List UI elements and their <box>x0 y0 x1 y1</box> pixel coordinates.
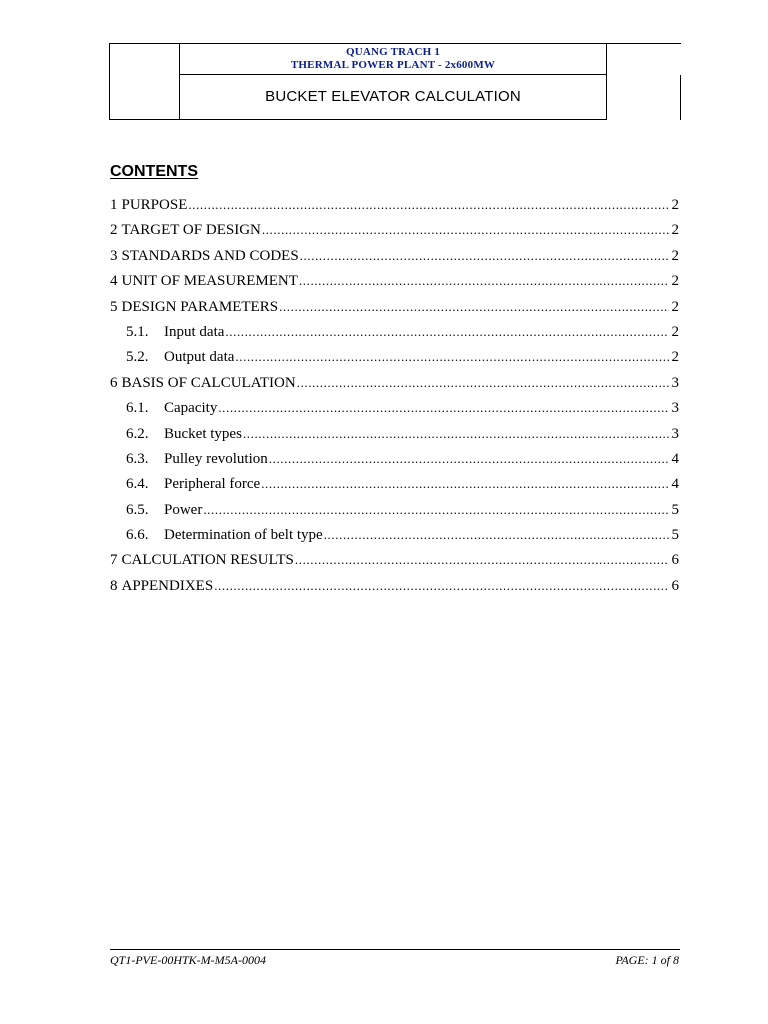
toc-entry-page: 2 <box>671 323 679 340</box>
toc-dot-leader <box>225 322 668 342</box>
toc-entry-number: 5 <box>110 298 118 315</box>
toc-dot-leader <box>261 474 668 494</box>
toc-entry-number: 6.2. <box>126 425 149 442</box>
toc-entry[interactable] <box>110 322 679 347</box>
toc-entry-page: 2 <box>671 298 679 315</box>
toc-entry[interactable] <box>110 500 679 525</box>
toc-entry-title: Input data <box>164 323 225 340</box>
toc-entry-title: Bucket types <box>164 425 242 442</box>
toc-entry-number: 4 <box>110 273 118 290</box>
toc-entry-number: 6 <box>110 374 118 391</box>
footer-page-label: PAGE: 1 of 8 <box>615 953 679 967</box>
toc-entry-title: Determination of belt type <box>164 527 323 544</box>
toc-entry-number: 8 <box>110 577 118 594</box>
toc-entry-number: 5.1. <box>126 323 149 340</box>
toc-dot-leader <box>235 347 668 367</box>
toc-entry[interactable] <box>110 347 679 372</box>
toc-entry[interactable] <box>110 550 679 575</box>
toc-entry-page: 3 <box>671 400 679 417</box>
toc-entry-title: STANDARDS AND CODES <box>121 247 299 264</box>
toc-dot-leader <box>300 246 669 266</box>
toc-entry-title: DESIGN PARAMETERS <box>121 298 279 315</box>
toc-entry-title: Peripheral force <box>164 476 261 493</box>
toc-entry-page: 4 <box>671 450 679 467</box>
toc-entry[interactable] <box>110 576 679 601</box>
toc-dot-leader <box>269 449 669 469</box>
toc-entry-page: 3 <box>671 425 679 442</box>
toc-entry[interactable] <box>110 449 679 474</box>
title-cell <box>180 75 607 120</box>
toc-entry-title: APPENDIXES <box>121 577 214 594</box>
toc-entry-title: Output data <box>164 349 235 366</box>
toc-dot-leader <box>218 398 668 418</box>
toc-entry-page: 6 <box>671 577 679 594</box>
toc-entry-page: 2 <box>671 197 679 213</box>
toc-entry[interactable] <box>110 246 679 271</box>
toc-entry[interactable] <box>110 195 679 220</box>
header-right-bottom-cell <box>607 75 681 120</box>
toc-entry-number: 3 <box>110 247 118 264</box>
toc-entry[interactable] <box>110 373 679 398</box>
toc-entry-title: BASIS OF CALCULATION <box>121 374 296 391</box>
toc-entry-title: UNIT OF MEASUREMENT <box>121 273 298 290</box>
toc-entry-title: Pulley revolution <box>164 450 268 467</box>
contents-heading: CONTENTS <box>110 163 198 180</box>
toc-dot-leader <box>214 576 668 596</box>
toc-entry-number: 6.1. <box>126 400 149 417</box>
toc-dot-leader <box>297 373 669 393</box>
toc-entry-number: 7 <box>110 552 118 569</box>
toc-entry-title: CALCULATION RESULTS <box>121 552 294 569</box>
toc-entry-number: 5.2. <box>126 349 149 366</box>
toc-entry[interactable] <box>110 271 679 296</box>
document-header <box>109 43 681 120</box>
toc-entry-page: 4 <box>671 476 679 493</box>
toc-dot-leader <box>299 271 669 291</box>
toc-entry-page: 2 <box>671 222 679 239</box>
toc-dot-leader <box>188 195 668 215</box>
table-of-contents <box>110 195 679 601</box>
toc-entry-number: 6.4. <box>126 476 149 493</box>
toc-entry-page: 5 <box>671 501 679 518</box>
toc-dot-leader <box>295 550 669 570</box>
toc-dot-leader <box>203 500 668 520</box>
toc-entry[interactable] <box>110 474 679 499</box>
toc-dot-leader <box>279 297 668 317</box>
toc-entry-title: PURPOSE <box>121 197 188 213</box>
toc-dot-leader <box>262 220 669 240</box>
toc-entry[interactable] <box>110 297 679 322</box>
toc-entry-title: TARGET OF DESIGN <box>121 222 261 239</box>
toc-entry-page: 2 <box>671 349 679 366</box>
project-name: QUANG TRACH 1 <box>345 46 441 58</box>
toc-dot-leader <box>243 424 669 444</box>
footer-divider <box>110 949 680 950</box>
document-title: BUCKET ELEVATOR CALCULATION <box>265 88 521 105</box>
toc-entry-page: 2 <box>671 273 679 290</box>
toc-entry-page: 2 <box>671 247 679 264</box>
toc-entry-page: 5 <box>671 527 679 544</box>
toc-entry-number: 6.5. <box>126 501 149 518</box>
toc-dot-leader <box>324 525 669 545</box>
toc-entry-number: 2 <box>110 222 118 239</box>
toc-entry[interactable] <box>110 424 679 449</box>
toc-entry-title: Capacity <box>164 400 218 417</box>
project-cell <box>180 44 607 75</box>
toc-entry-number: 1 <box>110 197 118 213</box>
toc-entry[interactable] <box>110 398 679 423</box>
toc-entry[interactable] <box>110 220 679 245</box>
header-right-cell <box>607 44 681 75</box>
toc-entry-page: 6 <box>671 552 679 569</box>
toc-entry[interactable] <box>110 525 679 550</box>
footer-doc-number: QT1-PVE-00HTK-M-M5A-0004 <box>110 953 266 967</box>
logo-cell <box>110 44 180 120</box>
project-plant: THERMAL POWER PLANT - 2x600MW <box>290 59 496 71</box>
toc-entry-page: 3 <box>671 374 679 391</box>
toc-entry-number: 6.6. <box>126 527 149 544</box>
toc-entry-title: Power <box>164 501 203 518</box>
toc-entry-number: 6.3. <box>126 450 149 467</box>
